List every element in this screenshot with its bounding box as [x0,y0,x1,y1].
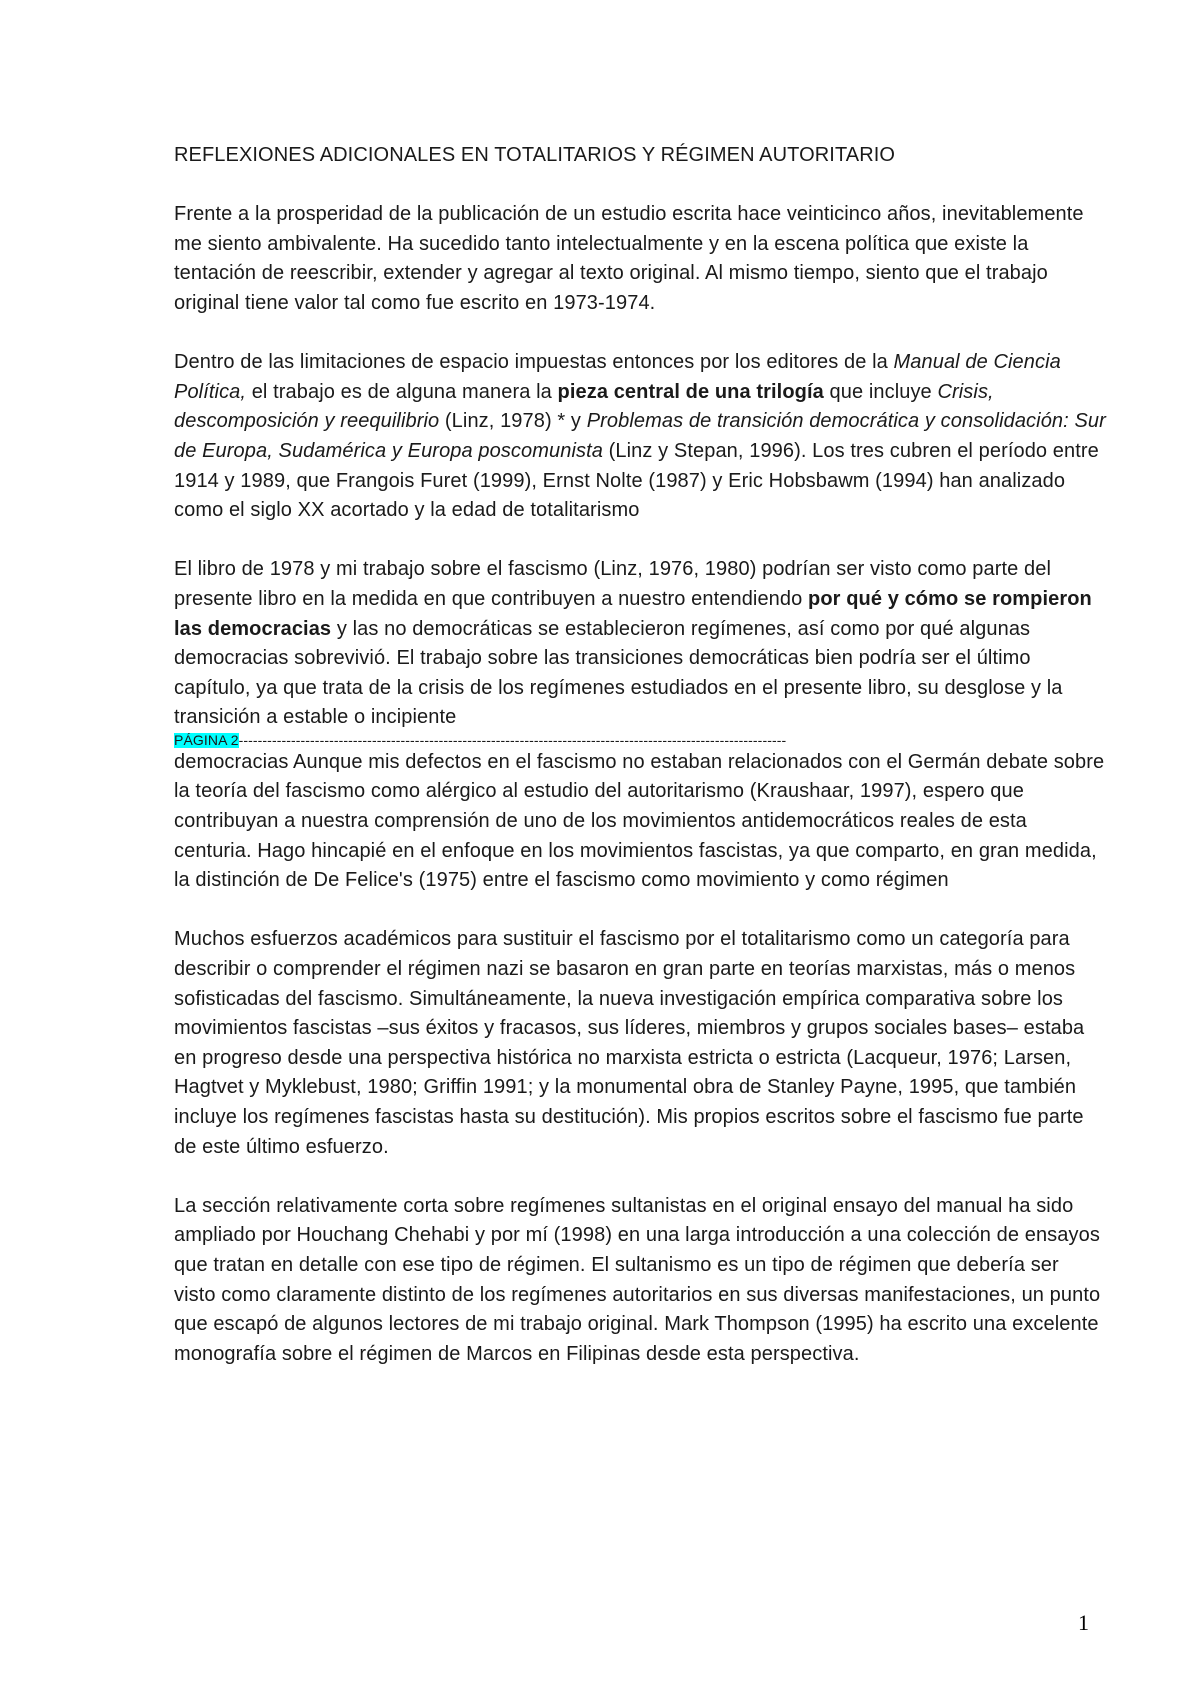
paragraph-2-text-1: Dentro de las limitaciones de espacio impuestas entonces por los editores de la [174,351,894,374]
paragraph-3 [174,555,1106,733]
paragraph-5: Muchos esfuerzos académicos para sustituir el fascismo por el totalitarismo como un categoría para describir o comprender el régimen nazi se basaron en gran parte en teorías marxistas, más o menos sofisticadas del fascismo. Simultáneamente, la nueva investigación empírica comparativa sobre los movimientos fascistas –sus éxitos y fracasos, sus líderes, miembros y grupos sociales bases– estaba en progreso desde una perspectiva histórica no marxista estricta o estricta (Lacqueur, 1976; Larsen, Hagtvet y Myklebust, 1980; Griffin 1991; y la monumental obra de Stanley Payne, 1995, que también incluye los regímenes fascistas hasta su destitución). Mis propios escritos sobre el fascismo fue parte de este último esfuerzo. [174,928,1085,1158]
paragraph-2-text-4: (Linz, 1978) * y [439,410,587,433]
paragraph-1: Frente a la prosperidad de la publicación de un estudio escrita hace veinticinco años, inevitablemente me siento ambivalente. Ha sucedido tanto intelectualmente y en la escena política que existe la tentación de reescribir, extender y agregar al texto original. Al mismo tiempo, siento que el trabajo original tiene valor tal como fue escrito en 1973-1974. [174,203,1084,314]
paragraph-4: democracias Aunque mis defectos en el fascismo no estaban relacionados con el Germán debate sobre la teoría del fascismo como alérgico al estudio del autoritarismo (Kraushaar, 1997), espero que contribuyan a nuestra comprensión de uno de los movimientos antidemocráticos reales de esta centuria. Hago hincapié en el enfoque en los movimientos fascistas, ya que comparto, en gran medida, la distinción de De Felice's (1975) entre el fascismo como movimiento y como régimen [174,750,1105,892]
paragraph-2-text-2: el trabajo es de alguna manera la [246,380,558,403]
paragraph-2-text-3: que incluye [823,380,938,403]
paragraph-2-bold-1: pieza central de una trilogía [557,380,824,403]
paragraph-3-text-1: El libro de 1978 y mi trabajo sobre el fascismo (Linz, 1976, 1980) podrían ser visto como parte del presente libro en la medida en que contribuyen a nuestro entendiendo [174,558,1052,610]
document-title: REFLEXIONES ADICIONALES EN TOTALITARIOS Y RÉGIMEN AUTORITARIO [174,144,896,166]
paragraph-2-text-5: (Linz y Stepan, 1996). Los tres cubren el período entre 1914 y 1989, que Frangois Furet (1999), Ernst Nolte (1987) y Eric Hobsbawm (1994) han analizado como el siglo XX acortado y la edad de totalitarismo [174,439,1099,522]
page-marker-label: PÁGINA 2 [174,732,239,748]
paragraph-2-italic-3: Problemas de transición democrática y consolidación: Sur de Europa, Sudamérica y Europa poscomunista [174,410,1106,462]
paragraph-2-italic-1: Manual de Ciencia Política, [174,351,1061,403]
paragraph-2 [174,348,1106,526]
paragraph-3-text-2: y las no democráticas se establecieron regímenes, así como por qué algunas democracias sobrevivió. El trabajo sobre las transiciones democráticas bien podría ser el último capítulo, ya que trata de la crisis de los regímenes estudiados en el presente libro, su desglose y la transición a estable o incipiente [174,617,1063,729]
paragraph-2-italic-2: Crisis, descomposición y reequilibrio [174,380,994,433]
page-marker-dashes: ------------------------------------------------------------------------------------------------------------------- [238,732,787,748]
paragraph-3-bold-1: por qué y cómo se rompieron las democracias [174,587,1092,640]
document-body [174,141,1106,1399]
page-number: 1 [1078,1610,1089,1635]
paragraph-6: La sección relativamente corta sobre regímenes sultanistas en el original ensayo del manual ha sido ampliado por Houchang Chehabi y por mí (1998) en una larga introducción a una colección de ensayos que tratan en detalle con ese tipo de régimen. El sultanismo es un tipo de régimen que debería ser visto como claramente distinto de los regímenes autoritarios en sus diversas manifestaciones, un punto que escapó de algunos lectores de mi trabajo original. Mark Thompson (1995) ha escrito una excelente monografía sobre el régimen de Marcos en Filipinas desde esta perspectiva. [174,1194,1101,1365]
page-break-marker [174,733,1106,748]
